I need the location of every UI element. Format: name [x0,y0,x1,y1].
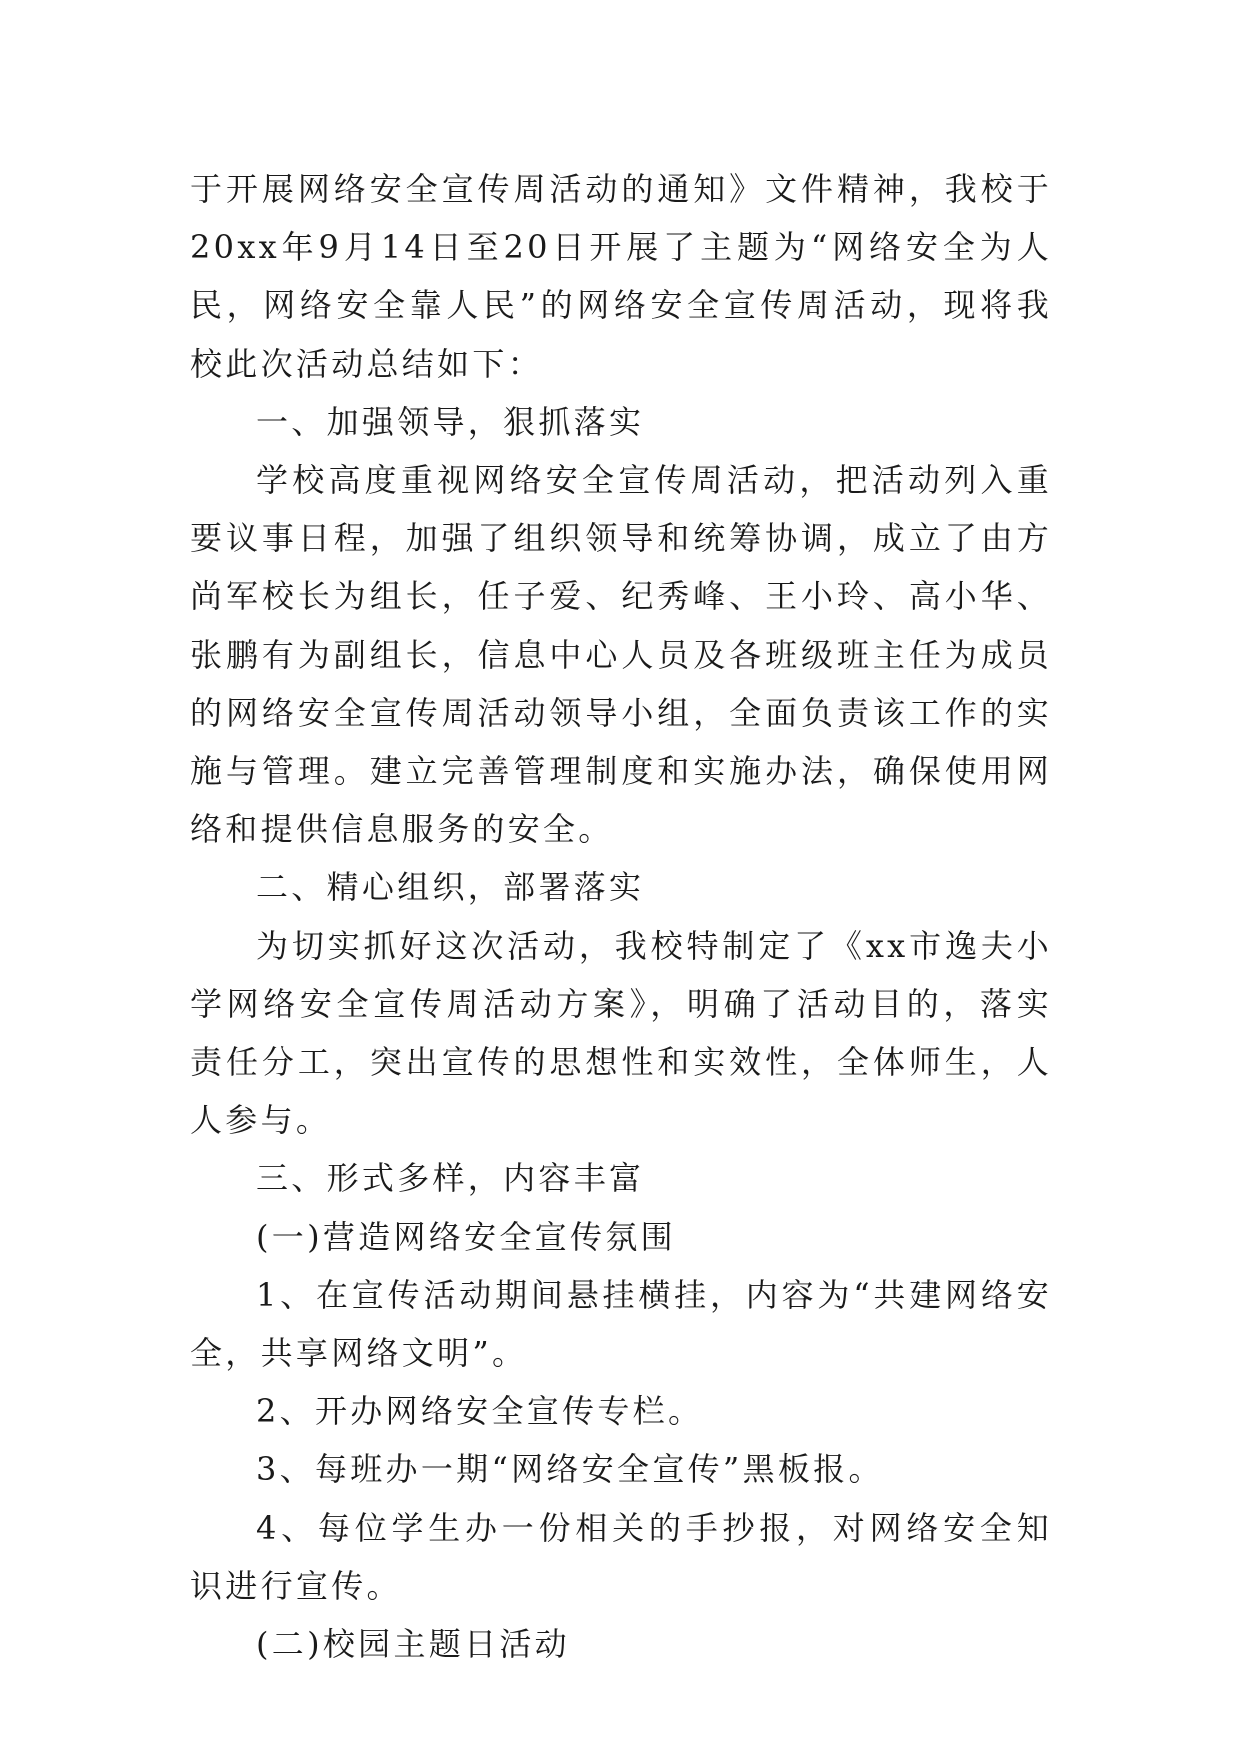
list-item-3: 3、每班办一期“网络安全宣传”黑板报。 [256,1450,884,1489]
subheading-3-2: (二)校园主题日活动 [256,1625,570,1664]
subheading-3-1: (一)营造网络安全宣传氛围 [256,1217,676,1256]
paragraph-section-1: 学校高度重视网络安全宣传周活动，把活动列入重要议事日程，加强了组织领导和统筹协调，成立了由方尚军校长为组长，任子爱、纪秀峰、王小玲、高小华、张鹏有为副组长，信息中心人员及各班级班主任为成员的网络安全宣传周活动领导小组，全面负责该工作的实施与管理。建立完善管理制度和实施办法，确保使用网络和提供信息服务的安全。 [190,461,1052,849]
list-item-2: 2、开办网络安全宣传专栏。 [256,1392,704,1431]
heading-section-3: 三、形式多样，内容丰富 [256,1159,645,1198]
heading-section-2: 二、精心组织，部署落实 [256,868,645,907]
list-item-4: 4、每位学生办一份相关的手抄报，对网络安全知识进行宣传。 [190,1508,1052,1605]
paragraph-intro: 于开展网络安全宣传周活动的通知》文件精神，我校于20xx年9月14日至20日开展了主题为“网络安全为人民，网络安全靠人民”的网络安全宣传周活动，现将我校此次活动总结如下： [190,170,1052,383]
list-item-1: 1、在宣传活动期间悬挂横挂，内容为“共建网络安全，共享网络文明”。 [190,1275,1052,1373]
document-body [190,160,1052,1673]
paragraph-section-2: 为切实抓好这次活动，我校特制定了《xx市逸夫小学网络安全宣传周活动方案》，明确了活动目的，落实责任分工，突出宣传的思想性和实效性，全体师生，人人参与。 [190,926,1052,1140]
heading-section-1: 一、加强领导，狠抓落实 [256,402,645,441]
